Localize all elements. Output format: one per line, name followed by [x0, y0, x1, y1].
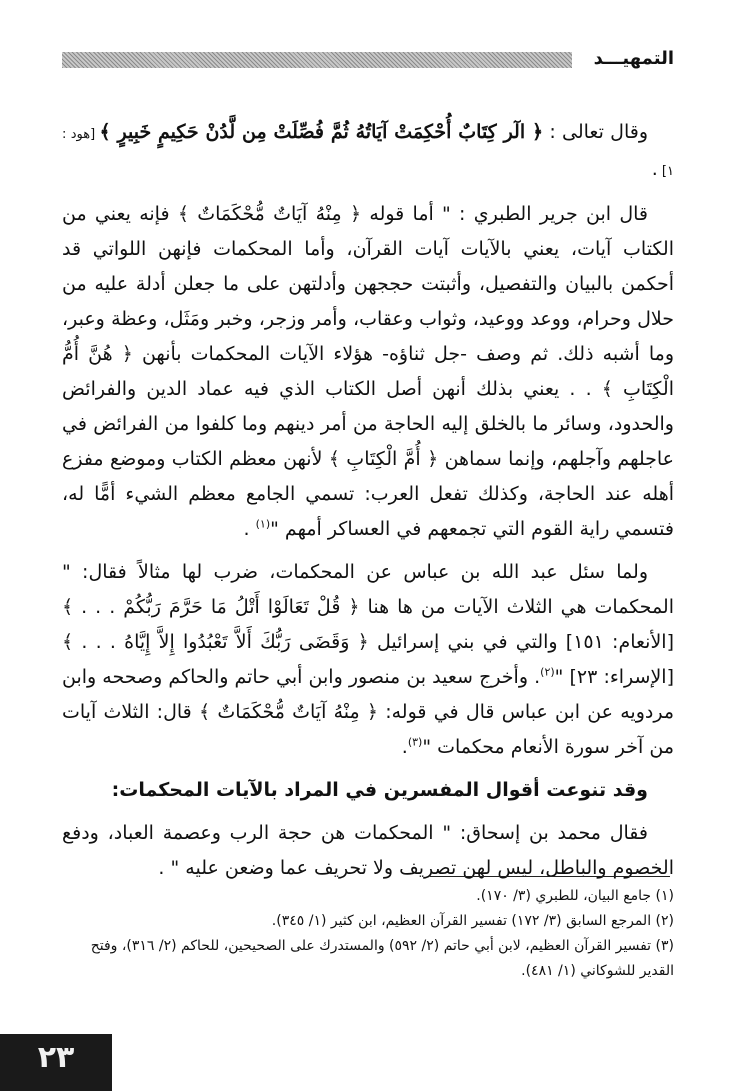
footnote-marker: (٢): [540, 665, 555, 679]
footnotes: [62, 884, 674, 984]
paragraph-text: وقال تعالى :: [543, 121, 648, 143]
footnote-separator: [430, 876, 670, 877]
header-pattern-bar: [62, 52, 572, 68]
page-header: [62, 46, 674, 72]
paragraph-text: قال ابن جرير الطبري : " أما قوله ﴿ مِنْهُ آيَاتٌ مُّحْكَمَاتٌ ﴾ فإنه يعني من الكتاب آيات، يعني بالآيات آيات القرآن، وأما المحكمات فإنهن اللواتي قد أحكمن بالبيان والتفصيل، وأثبتت حججهن وأدلتهن على ما جعلن أدلة عليه من حلال وحرام، ووعد ووعيد، وثواب وعقاب، وأمر وزجر، وخبر ومَثَل، وعظة وعبر، وما أشبه ذلك. ثم وصف -جل ثناؤه- هؤلاء الآيات المحكمات بأنهن ﴿ هُنَّ أُمُّ الْكِتَابِ ﴾ . . يعني بذلك أنهن أصل الكتاب الذي فيه عماد الدين والفرائض والحدود، وسائر ما بالخلق إليه الحاجة من أمر دينهم وما كلفوا من الفرائض في عاجلهم وآجلهم، وإنما سماهن ﴿ أُمَّ الْكِتَابِ ﴾ لأنهن معظم الكتاب وموضع مفزع أهله عند الحاجة، وكذلك تفعل العرب: تسمي الجامع معظم الشيء أمًّا له، فتسمي راية القوم التي تجمعهم في العساكر أمهم ": [62, 203, 674, 540]
paragraph-text: .: [243, 518, 256, 540]
paragraph-text: فقال محمد بن إسحاق: " المحكمات هن حجة الرب وعصمة العباد، ودفع الخصوم والباطل، ليس لهن تصريف ولا تحريف عما وضعن عليه " .: [62, 822, 674, 879]
paragraph-tabari: [62, 197, 674, 547]
footnote-marker: (٣): [407, 735, 423, 749]
footnote-2: (٢) المرجع السابق (٣/ ١٧٢) تفسير القرآن العظيم، ابن كثير (١/ ٣٤٥).: [271, 913, 674, 929]
chapter-title: التمهيـــد: [593, 48, 674, 69]
paragraph-text: ولما سئل عبد الله بن عباس عن المحكمات، ضرب لها مثالاً فقال: " المحكمات هي الثلاث الآيات من ها هنا ﴿ قُلْ تَعَالَوْا أَتْلُ مَا حَرَّمَ رَبُّكُمْ . . . ﴾ [الأنعام: ١٥١] والتي في بني إسرائيل ﴿ وَقَضَى رَبُّكَ أَلاَّ تَعْبُدُوا إِلاَّ إِيَّاهُ . . . ﴾ [الإسراء: ٢٣] ": [62, 561, 674, 688]
quran-verse: ﴿ الٓر كِتَابٌ أُحْكِمَتْ آيَاتُهُ ثُمَّ فُصِّلَتْ مِن لَّدُنْ حَكِيمٍ خَبِيرٍ ﴾: [99, 121, 544, 143]
verse-reference: [هود : ١]: [62, 127, 674, 179]
paragraph-text: .: [651, 158, 658, 180]
footnote-1: (١) جامع البيان، للطبري (٣/ ١٧٠).: [476, 888, 674, 904]
paragraph-text: .: [401, 736, 408, 758]
footnote-marker: (١): [255, 517, 271, 531]
paragraph-heading: [62, 773, 674, 808]
section-heading: وقد تنوعت أقوال المفسرين في المراد بالآيات المحكمات:: [111, 779, 648, 801]
paragraph-ibn-abbas: [62, 555, 674, 765]
paragraph-text: . وأخرج سعيد بن منصور وابن أبي حاتم والحاكم وصححه وابن مردويه عن ابن عباس قال في قوله: ﴿ مِنْهُ آيَاتٌ مُّحْكَمَاتٌ ﴾ قال: الثلاث آيات من آخر سورة الأنعام محكمات ": [62, 666, 674, 758]
page-number: ٢٣: [0, 1034, 112, 1091]
paragraph-verse-hud: [62, 115, 674, 189]
main-text: [62, 115, 674, 894]
footnote-3: (٣) تفسير القرآن العظيم، لابن أبي حاتم (٢/ ٥٩٢) والمستدرك على الصحيحين، للحاكم (٢/ ٣١٦)، وفتح القدير للشوكاني (١/ ٤٨١).: [90, 938, 674, 979]
